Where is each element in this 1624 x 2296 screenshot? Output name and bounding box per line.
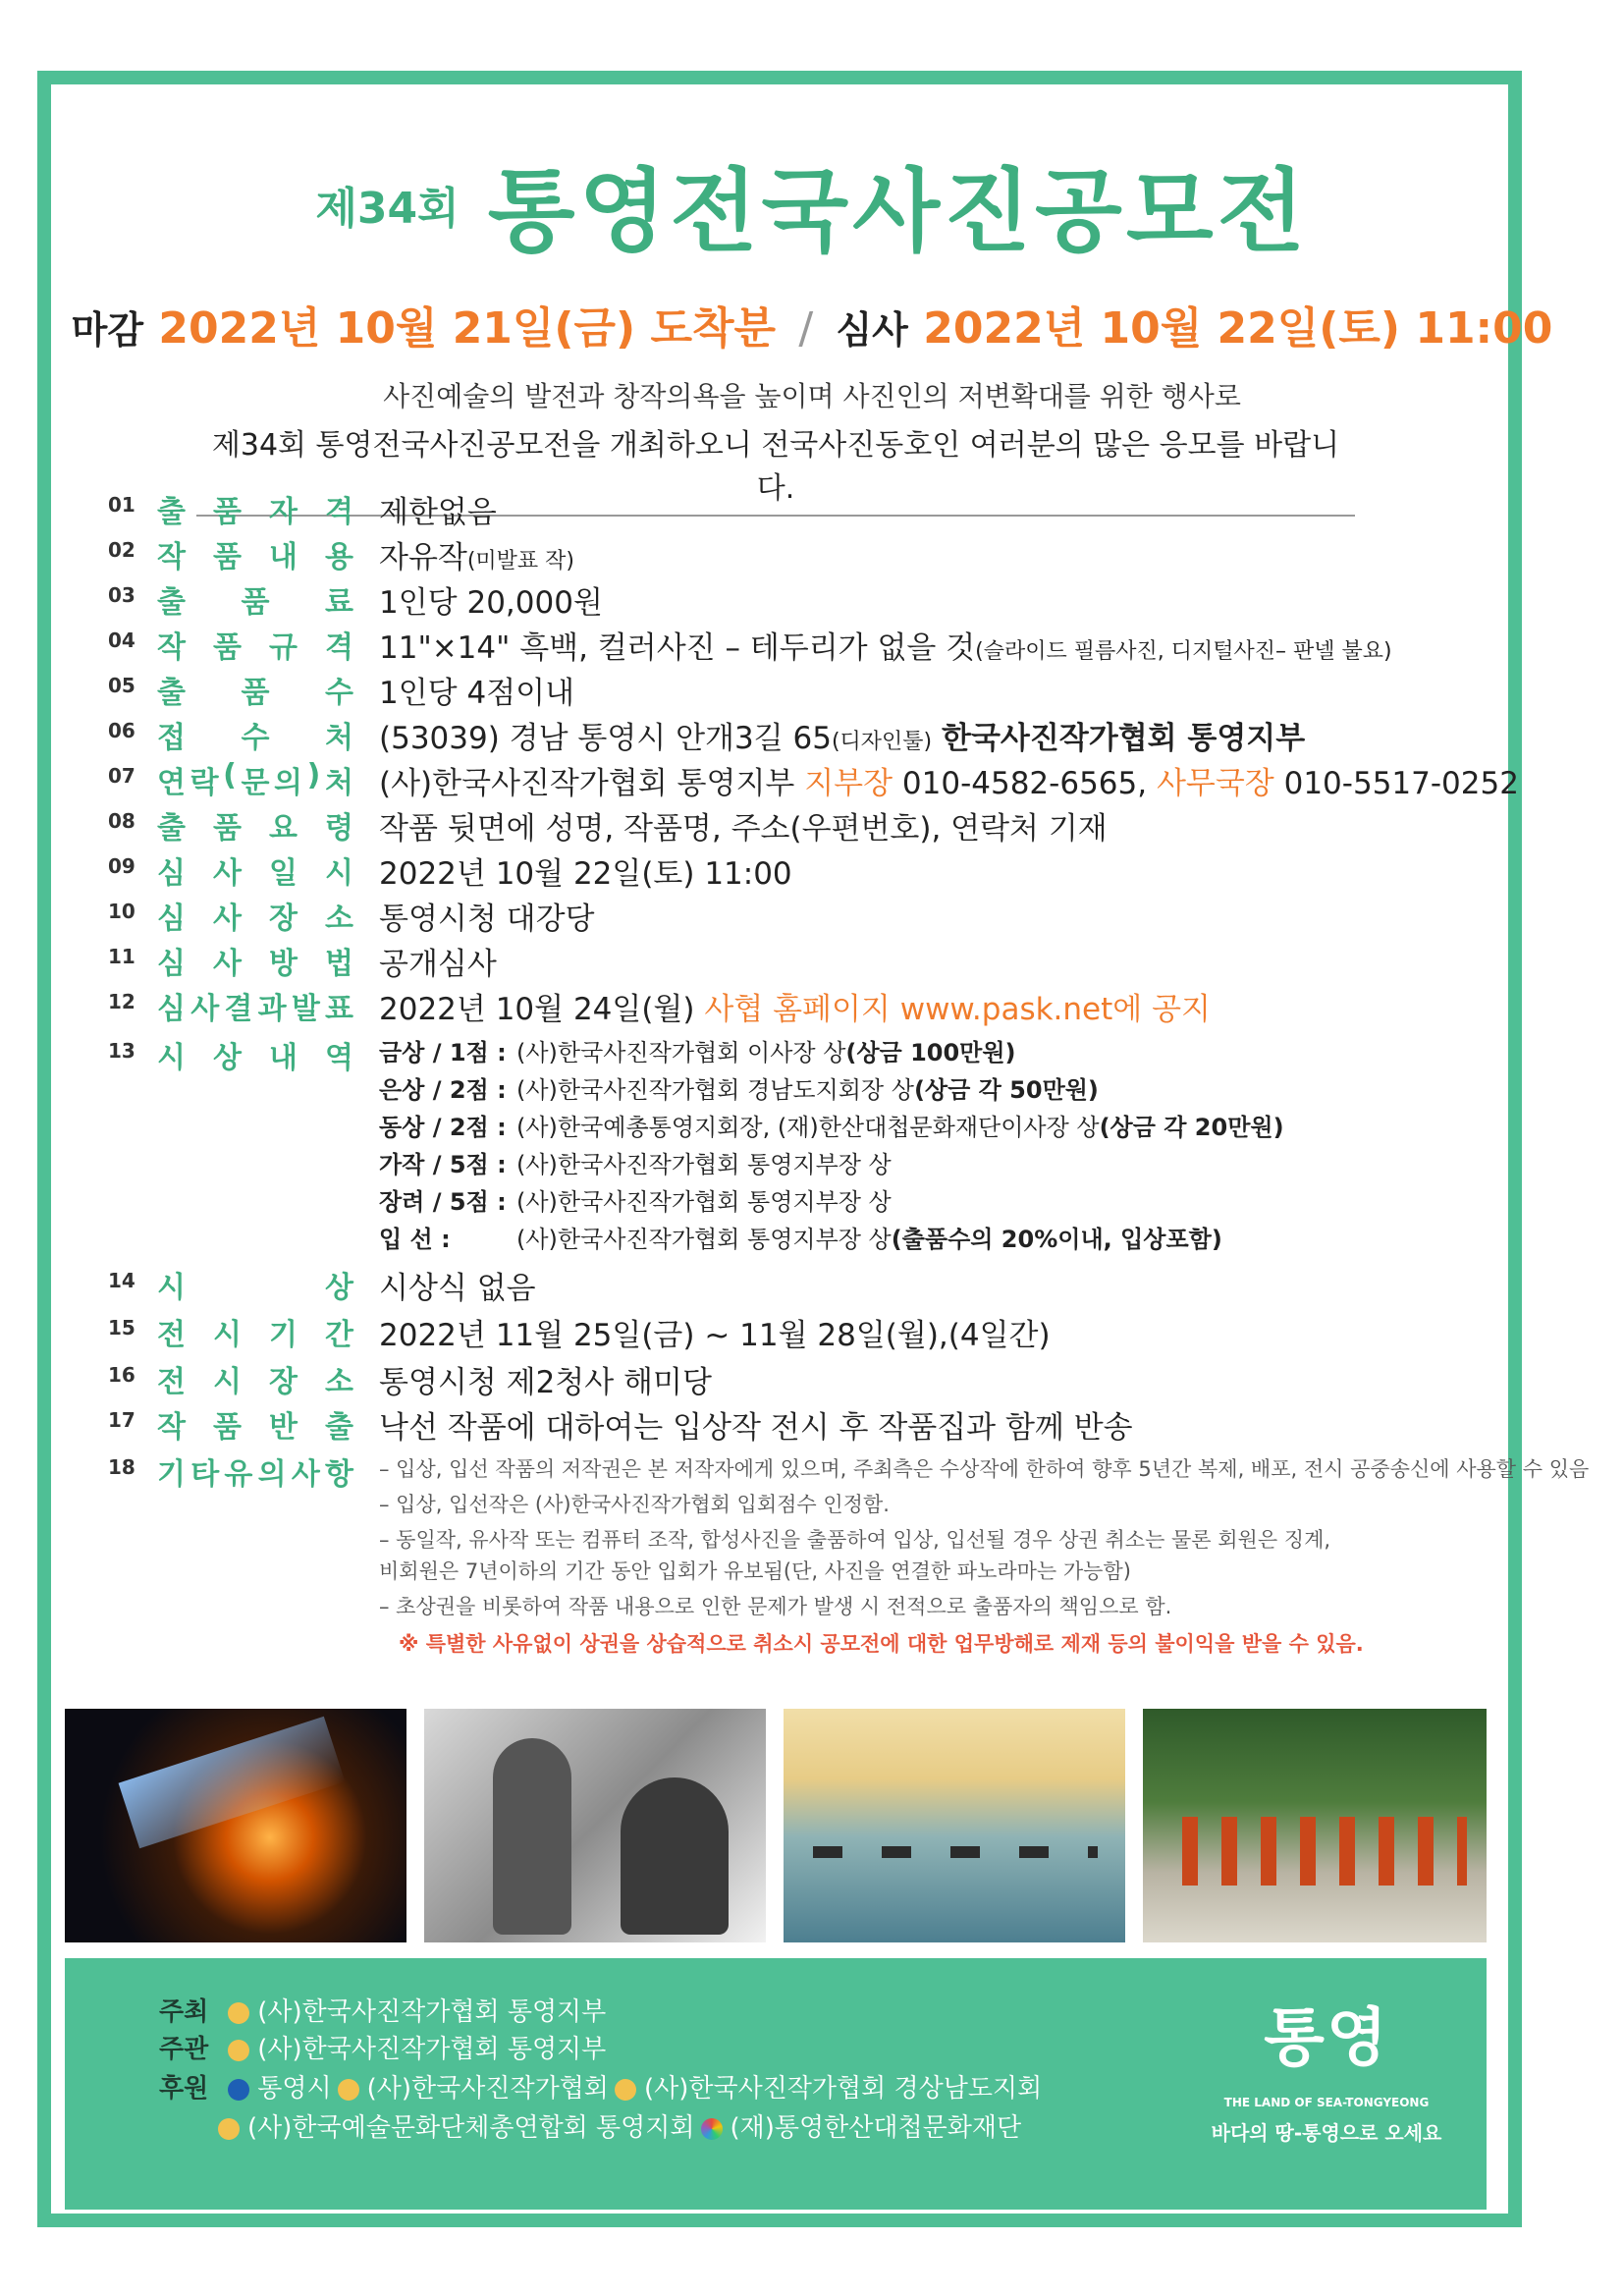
value-text: 2022년 10월 24일(월) — [379, 992, 695, 1027]
label-char: 사 — [213, 902, 242, 936]
row-number: 07 — [108, 764, 135, 788]
row-label — [157, 939, 353, 982]
row-label — [157, 577, 353, 621]
label-char: 전 — [157, 1365, 186, 1399]
prize-line — [379, 1108, 1284, 1142]
label-char: 용 — [325, 540, 353, 574]
label-char: 항 — [325, 1457, 353, 1492]
label-char: 작 — [157, 630, 186, 665]
label-char: 기 — [269, 1318, 298, 1352]
label-char: 료 — [325, 585, 353, 620]
row-number: 12 — [108, 990, 135, 1013]
row-value — [379, 487, 497, 531]
label-char: 사 — [291, 1457, 320, 1492]
label-char: 내 — [269, 540, 298, 574]
note-line: – 초상권을 비롯하여 작품 내용으로 인한 문제가 발생 시 전적으로 출품자의 책임으로 함. — [379, 1595, 1172, 1618]
intro-line-1: 사진예술의 발전과 창작의욕을 높이며 사진인의 저변확대를 위한 행사로 — [383, 380, 1241, 412]
label-char: 품 — [213, 630, 242, 665]
sponsor-name: 통영시 — [257, 2074, 332, 2104]
row-number: 15 — [108, 1316, 135, 1339]
prize-text: (사)한국예총통영지회장, (재)한산대첩문화재단이사장 상 — [516, 1114, 1100, 1141]
label-char: 방 — [269, 947, 298, 981]
host-tag: 주최 — [159, 1997, 209, 2027]
label-char: 의 — [257, 1457, 287, 1492]
label-char: 발 — [291, 992, 320, 1026]
row-number: 16 — [108, 1363, 135, 1387]
row-value — [379, 577, 603, 622]
row-value — [379, 1357, 712, 1401]
label-char: 심 — [157, 902, 186, 936]
contact-role: 사무국장 — [1156, 766, 1274, 801]
label-char: 시 — [213, 1365, 242, 1399]
prize-label: 동상 / 2점 : — [379, 1114, 507, 1141]
sunburst-icon — [338, 2079, 359, 2101]
label-char: 장 — [269, 1365, 298, 1399]
label-char: 문 — [241, 766, 270, 800]
row-value — [379, 1263, 536, 1307]
row-label — [157, 803, 353, 847]
value-text: 1인당 4점이내 — [379, 676, 575, 711]
photo-children — [424, 1709, 766, 1942]
value-text: 시상식 없음 — [379, 1271, 536, 1306]
prize-text: (사)한국사진작가협회 경남도지회장 상 — [516, 1076, 914, 1104]
row-value — [379, 1402, 1133, 1447]
row-number: 11 — [108, 945, 135, 968]
poster-title — [0, 139, 1624, 269]
deadline-label: 마감 — [71, 308, 144, 352]
sunburst-icon — [228, 2040, 249, 2061]
label-char: 출 — [325, 1410, 353, 1445]
arts-emblem-icon — [218, 2118, 240, 2140]
label-char: 사 — [213, 856, 242, 891]
label-char: 사 — [213, 947, 242, 981]
label-char: 전 — [157, 1318, 186, 1352]
row-label — [157, 1402, 353, 1446]
row-value — [379, 848, 792, 893]
label-char: 작 — [157, 540, 186, 574]
sunburst-icon — [228, 2002, 249, 2024]
prize-label: 은상 / 2점 : — [379, 1076, 507, 1104]
prize-text: (사)한국사진작가협회 통영지부장 상 — [516, 1226, 892, 1253]
city-emblem-icon — [228, 2079, 249, 2101]
label-char: 규 — [269, 630, 298, 665]
value-text: 통영시청 대강당 — [379, 902, 595, 937]
label-char: 내 — [269, 1041, 298, 1075]
label-char: 기 — [157, 1457, 186, 1492]
rainbow-icon — [701, 2118, 723, 2140]
label-char: 결 — [224, 992, 253, 1026]
photo-monks-procession — [1143, 1709, 1487, 1942]
label-char: 처 — [324, 766, 353, 800]
organizer-name: (사)한국사진작가협회 통영지부 — [257, 2035, 607, 2064]
prize-label: 가작 / 5점 : — [379, 1151, 507, 1178]
row-number: 13 — [108, 1039, 135, 1063]
row-label — [157, 848, 353, 892]
label-char: 역 — [325, 1041, 353, 1075]
note-line: – 동일작, 유사작 또는 컴퓨터 조작, 합성사진을 출품하여 입상, 입선될 경우 상권 취소는 물론 회원은 징계, — [379, 1528, 1331, 1552]
label-char: 출 — [157, 676, 186, 710]
value-text: 공개심사 — [379, 947, 497, 982]
row-label — [157, 1033, 353, 1076]
warning-note: ※ 특별한 사유없이 상권을 상습적으로 취소시 공모전에 대한 업무방해로 제재 등의 불이익을 받을 수 있음. — [399, 1632, 1364, 1656]
sponsor-line-2 — [212, 2107, 1021, 2144]
label-char: 자 — [269, 495, 298, 529]
label-char: 요 — [269, 811, 298, 846]
row-label — [157, 1357, 353, 1400]
row-label — [157, 668, 353, 711]
row-label — [157, 1263, 353, 1306]
label-char: 소 — [325, 902, 353, 936]
row-label — [157, 532, 353, 575]
row-value — [379, 939, 497, 983]
label-char: ) — [306, 758, 321, 793]
prize-label: 장려 / 5점 : — [379, 1188, 507, 1216]
judging-date: 2022년 10월 22일(토) 11:00 — [923, 303, 1553, 354]
label-char: 일 — [269, 856, 298, 891]
label-char: 장 — [269, 902, 298, 936]
prize-label: 입 선 : — [379, 1226, 451, 1253]
deadline-date: 2022년 10월 21일(금) 도착분 — [158, 303, 776, 354]
label-char: 연 — [157, 766, 186, 800]
row-number: 02 — [108, 538, 135, 562]
label-char: ( — [223, 758, 237, 793]
sponsor-name: (재)통영한산대첩문화재단 — [730, 2113, 1022, 2143]
label-char: 품 — [213, 540, 242, 574]
label-char: 심 — [157, 947, 186, 981]
prize-amount: (상금 각 50만원) — [913, 1076, 1099, 1104]
label-char: 격 — [325, 630, 353, 665]
label-char: 심 — [157, 856, 186, 891]
host-line — [159, 1992, 606, 2028]
child-figure — [493, 1738, 571, 1935]
row-number: 01 — [108, 493, 135, 517]
row-label — [157, 1449, 353, 1493]
prize-text: (사)한국사진작가협회 통영지부장 상 — [516, 1151, 892, 1178]
row-label — [157, 984, 353, 1027]
row-label — [157, 1310, 353, 1353]
row-number: 17 — [108, 1408, 135, 1432]
contact-phone[interactable]: 010-4582-6565, — [901, 766, 1148, 801]
value-note: (디자인툴) — [831, 730, 933, 754]
boats — [813, 1846, 1098, 1858]
label-char: 과 — [257, 992, 287, 1026]
row-value — [379, 713, 1305, 757]
label-char: 시 — [325, 856, 353, 891]
label-char: 출 — [157, 811, 186, 846]
label-char: 법 — [325, 947, 353, 981]
prize-label: 금상 / 1점 : — [379, 1039, 507, 1066]
prize-amount: (상금 각 20만원) — [1099, 1114, 1284, 1141]
row-number: 03 — [108, 583, 135, 607]
label-char: 상 — [325, 1271, 353, 1305]
label-char: 수 — [241, 721, 270, 755]
label-char: 사 — [190, 992, 220, 1026]
label-char: 유 — [224, 1457, 253, 1492]
host-name: (사)한국사진작가협회 통영지부 — [257, 1997, 607, 2027]
sponsor-footer — [65, 1958, 1487, 2210]
value-text: 2022년 10월 22일(토) 11:00 — [379, 856, 792, 892]
sunburst-icon — [615, 2079, 636, 2101]
value-text: 자유작 — [379, 540, 467, 575]
contact-role: 지부장 — [804, 766, 893, 801]
row-value — [379, 803, 1108, 847]
value-text: (53039) 경남 통영시 안개3길 65 — [379, 721, 832, 756]
label-char: 상 — [213, 1041, 242, 1075]
prize-line — [379, 1220, 1222, 1254]
label-char: 수 — [325, 676, 353, 710]
sponsor-line — [159, 2068, 1042, 2105]
label-char: 시 — [213, 1318, 242, 1352]
row-value — [379, 532, 574, 576]
tongyeong-logo — [1194, 1978, 1459, 2194]
prize-amount: (상금 100만원) — [845, 1039, 1016, 1066]
photo-strip — [65, 1709, 1487, 1942]
prize-line — [379, 1145, 892, 1179]
value-text: (사)한국사진작가협회 통영지부 — [379, 766, 795, 801]
row-number: 05 — [108, 674, 135, 697]
value-text: 작품 뒷면에 성명, 작품명, 주소(우편번호), 연락처 기재 — [379, 811, 1108, 847]
label-char: 타 — [190, 1457, 220, 1492]
value-note: (미발표 작) — [466, 549, 575, 574]
label-char: 처 — [325, 721, 353, 755]
contest-title: 통영전국사진공모전 — [487, 159, 1309, 264]
sponsor-tag: 후원 — [159, 2074, 209, 2104]
row-number: 06 — [108, 719, 135, 742]
deadline-line — [0, 293, 1624, 355]
row-label — [157, 894, 353, 937]
label-char: 품 — [241, 585, 270, 620]
label-char: 출 — [157, 495, 186, 529]
label-char: 의 — [274, 766, 303, 800]
row-value — [379, 623, 1392, 667]
judging-label: 심사 — [836, 308, 908, 352]
row-value — [379, 758, 1519, 802]
label-char: 격 — [325, 495, 353, 529]
organizer-line — [159, 2029, 606, 2065]
row-value — [379, 668, 574, 712]
row-label — [157, 758, 353, 801]
prize-line — [379, 1070, 1099, 1105]
row-number: 04 — [108, 629, 135, 652]
label-char: 소 — [325, 1365, 353, 1399]
value-text: 통영시청 제2청사 해미당 — [379, 1365, 712, 1400]
label-char: 심 — [157, 992, 186, 1026]
row-label — [157, 713, 353, 756]
sponsor-name: (사)한국예술문화단체총연합회 통영지회 — [247, 2113, 695, 2143]
note-line: – 입상, 입선 작품의 저작권은 본 저작자에게 있으며, 주최측은 수상작에 한하여 향후 5년간 복제, 배포, 전시 공중송신에 사용할 수 있음 — [379, 1457, 1590, 1481]
monks — [1182, 1817, 1467, 1886]
prize-text: (사)한국사진작가협회 통영지부장 상 — [516, 1188, 892, 1216]
note-line: – 입상, 입선작은 (사)한국사진작가협회 입회점수 인정함. — [379, 1493, 890, 1516]
label-char: 반 — [269, 1410, 298, 1445]
light-beam — [119, 1717, 346, 1849]
label-char: 품 — [241, 676, 270, 710]
row-label — [157, 487, 353, 530]
label-char: 표 — [325, 992, 353, 1026]
deadline-separator: / — [798, 303, 814, 354]
label-char: 령 — [325, 811, 353, 846]
label-char: 품 — [213, 1410, 242, 1445]
row-number: 14 — [108, 1269, 135, 1292]
note-line: 비회원은 7년이하의 기간 동안 입회가 유보됨(단, 사진을 연결한 파노라마는 가능함) — [379, 1559, 1131, 1583]
intro-line-2: 제34회 통영전국사진공모전을 개최하오니 전국사진동호인 여러분의 많은 응모를 바랍니다. — [196, 420, 1355, 517]
row-value — [379, 984, 1211, 1028]
website-link[interactable]: 사협 홈페이지 www.pask.net에 공지 — [704, 992, 1211, 1027]
organizer-tag: 주관 — [159, 2035, 209, 2064]
row-label — [157, 623, 353, 666]
sponsor-name: (사)한국사진작가협회 — [366, 2074, 609, 2104]
label-char: 시 — [157, 1041, 186, 1075]
label-char: 락 — [189, 766, 219, 800]
photo-boats-lake — [784, 1709, 1125, 1942]
prize-line — [379, 1033, 1016, 1067]
row-value — [379, 894, 594, 938]
logo-mark: 통영 — [1264, 2002, 1389, 2075]
prize-amount: (출품수의 20%이내, 입상포함) — [891, 1226, 1222, 1253]
row-number: 09 — [108, 854, 135, 878]
contact-phone[interactable]: 010-5517-0252 — [1283, 766, 1519, 801]
label-char: 품 — [213, 811, 242, 846]
value-text: 낙선 작품에 대하여는 입상작 전시 후 작품집과 함께 반송 — [379, 1410, 1133, 1446]
label-char: 간 — [325, 1318, 353, 1352]
value-text: 1인당 20,000원 — [379, 585, 603, 621]
prize-line — [379, 1182, 892, 1217]
logo-slogan: 바다의 땅-통영으로 오세요 — [1211, 2121, 1442, 2145]
value-bold: 한국사진작가협회 통영지부 — [942, 721, 1306, 756]
row-value — [379, 1310, 1051, 1354]
value-text: 2022년 11월 25일(금) ~ 11월 28일(월),(4일간) — [379, 1318, 1051, 1353]
value-note: (슬라이드 필름사진, 디지털사진– 판넬 불요) — [975, 639, 1392, 664]
value-text: 제한없음 — [379, 495, 497, 530]
label-char: 접 — [157, 721, 186, 755]
label-char: 품 — [213, 495, 242, 529]
sponsor-name: (사)한국사진작가협회 경상남도지회 — [643, 2074, 1043, 2104]
child-figure — [621, 1777, 729, 1935]
photo-night-event — [65, 1709, 406, 1942]
label-char: 시 — [157, 1271, 186, 1305]
value-text: 11"×14" 흑백, 컬러사진 – 테두리가 없을 것 — [379, 630, 976, 666]
row-number: 10 — [108, 900, 135, 923]
logo-english: THE LAND OF SEA-TONGYEONG — [1223, 2096, 1430, 2109]
label-char: 출 — [157, 585, 186, 620]
row-number: 08 — [108, 809, 135, 833]
edition-label: 제34회 — [315, 184, 460, 234]
prize-text: (사)한국사진작가협회 이사장 상 — [516, 1039, 846, 1066]
label-char: 작 — [157, 1410, 186, 1445]
row-number: 18 — [108, 1455, 135, 1479]
